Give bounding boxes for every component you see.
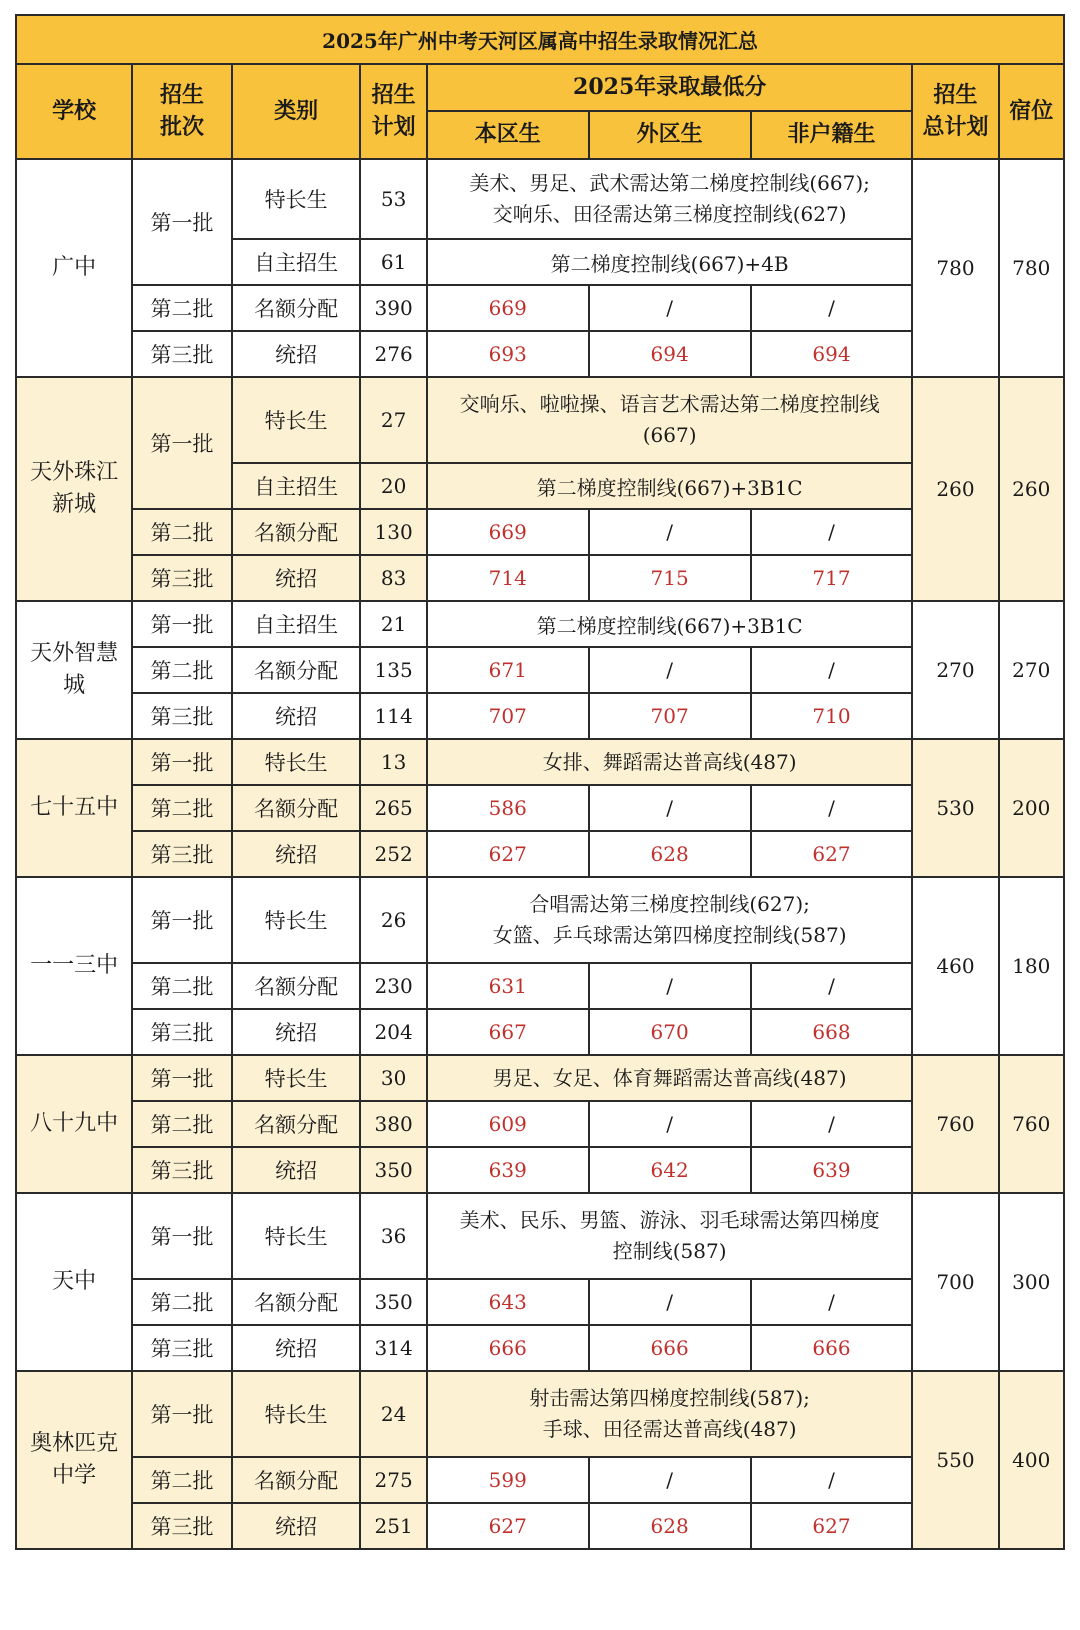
school-name-line: 广中 <box>52 255 97 281</box>
score-other-district: 666 <box>589 1325 751 1371</box>
category-cell: 统招 <box>232 1009 361 1055</box>
school-name-line: 天中 <box>52 1269 97 1295</box>
plan-cell: 13 <box>360 739 426 785</box>
score-other-district: 707 <box>589 693 751 739</box>
score-non-hukou: 668 <box>751 1009 913 1055</box>
header-min-score: 2025年录取最低分 <box>427 64 913 111</box>
category-cell: 统招 <box>232 1325 361 1371</box>
plan-cell: 36 <box>360 1193 426 1279</box>
header-dorm: 宿位 <box>999 64 1064 159</box>
plan-cell: 276 <box>360 331 426 377</box>
category-cell: 名额分配 <box>232 285 361 331</box>
batch-cell: 第三批 <box>132 1009 232 1055</box>
table-row <box>16 1371 1064 1457</box>
table-row <box>16 331 1064 377</box>
plan-cell: 20 <box>360 463 426 509</box>
score-non-hukou: / <box>751 1457 913 1503</box>
score-local: 639 <box>427 1147 589 1193</box>
score-local: 669 <box>427 509 589 555</box>
category-cell: 特长生 <box>232 1371 361 1457</box>
school-name-line: 八十九中 <box>30 1111 119 1137</box>
score-other-district: 628 <box>589 1503 751 1549</box>
batch-cell: 第二批 <box>132 1101 232 1147</box>
table-row <box>16 739 1064 785</box>
requirement-cell-line: 手球、田径需达普高线(487) <box>542 1417 797 1441</box>
header-category: 类别 <box>232 64 361 159</box>
table-row <box>16 647 1064 693</box>
batch-cell: 第一批 <box>132 739 232 785</box>
table-row <box>16 159 1064 239</box>
batch-cell: 第三批 <box>132 1503 232 1549</box>
requirement-cell-line: 美术、民乐、男篮、游泳、羽毛球需达第四梯度 <box>459 1208 880 1232</box>
table-row <box>16 1279 1064 1325</box>
category-cell: 统招 <box>232 1503 361 1549</box>
category-cell: 自主招生 <box>232 239 361 285</box>
batch-cell: 第三批 <box>132 831 232 877</box>
category-cell: 统招 <box>232 555 361 601</box>
total-plan-cell: 530 <box>912 739 998 877</box>
batch-cell: 第二批 <box>132 1457 232 1503</box>
score-non-hukou: / <box>751 1279 913 1325</box>
batch-cell: 第二批 <box>132 963 232 1009</box>
plan-cell: 114 <box>360 693 426 739</box>
score-non-hukou: / <box>751 785 913 831</box>
batch-cell: 第二批 <box>132 1279 232 1325</box>
school-name <box>16 377 132 601</box>
total-plan-cell: 760 <box>912 1055 998 1193</box>
category-cell: 自主招生 <box>232 601 361 647</box>
plan-cell: 53 <box>360 159 426 239</box>
batch-cell: 第二批 <box>132 647 232 693</box>
score-local: 667 <box>427 1009 589 1055</box>
table-row <box>16 1193 1064 1279</box>
school-name-line: 天外珠江 <box>30 460 119 486</box>
plan-cell: 204 <box>360 1009 426 1055</box>
score-non-hukou: 666 <box>751 1325 913 1371</box>
score-non-hukou: / <box>751 285 913 331</box>
plan-cell: 130 <box>360 509 426 555</box>
requirement-cell: 第二梯度控制线(667)+4B <box>427 239 913 285</box>
score-other-district: / <box>589 1279 751 1325</box>
category-cell: 特长生 <box>232 159 361 239</box>
total-plan-cell: 780 <box>912 159 998 377</box>
score-local: 627 <box>427 831 589 877</box>
requirement-cell-line: 合唱需达第三梯度控制线(627); <box>529 892 810 916</box>
score-other-district: / <box>589 285 751 331</box>
plan-cell: 265 <box>360 785 426 831</box>
table-row <box>16 785 1064 831</box>
requirement-cell <box>427 739 913 785</box>
requirement-cell-line: 女篮、乒乓球需达第四梯度控制线(587) <box>492 923 847 947</box>
category-cell: 名额分配 <box>232 1101 361 1147</box>
plan-cell: 251 <box>360 1503 426 1549</box>
score-other-district: / <box>589 1101 751 1147</box>
score-other-district: / <box>589 963 751 1009</box>
plan-cell: 21 <box>360 601 426 647</box>
table-row <box>16 1055 1064 1101</box>
plan-cell: 27 <box>360 377 426 463</box>
total-plan-cell: 260 <box>912 377 998 601</box>
score-non-hukou: 627 <box>751 1503 913 1549</box>
score-local: 631 <box>427 963 589 1009</box>
score-local: 707 <box>427 693 589 739</box>
category-cell: 特长生 <box>232 877 361 963</box>
score-non-hukou: / <box>751 1101 913 1147</box>
table-row <box>16 831 1064 877</box>
requirement-cell-line: 女排、舞蹈需达普高线(487) <box>542 749 797 774</box>
score-local: 586 <box>427 785 589 831</box>
score-non-hukou: 627 <box>751 831 913 877</box>
score-other-district: 670 <box>589 1009 751 1055</box>
score-other-district: 642 <box>589 1147 751 1193</box>
score-non-hukou: / <box>751 509 913 555</box>
total-plan-cell: 550 <box>912 1371 998 1549</box>
requirement-cell: 第二梯度控制线(667)+3B1C <box>427 463 913 509</box>
score-local: 627 <box>427 1503 589 1549</box>
batch-cell: 第一批 <box>132 159 232 285</box>
table-row <box>16 601 1064 647</box>
table-row <box>16 1147 1064 1193</box>
batch-cell: 第一批 <box>132 877 232 963</box>
batch-cell: 第一批 <box>132 1193 232 1279</box>
school-name-line: 一一三中 <box>30 953 119 979</box>
score-local: 643 <box>427 1279 589 1325</box>
category-cell: 自主招生 <box>232 463 361 509</box>
school-name <box>16 877 132 1055</box>
dorm-cell: 180 <box>999 877 1064 1055</box>
category-cell: 统招 <box>232 693 361 739</box>
score-non-hukou: / <box>751 647 913 693</box>
plan-cell: 390 <box>360 285 426 331</box>
category-cell: 名额分配 <box>232 963 361 1009</box>
batch-cell: 第三批 <box>132 1147 232 1193</box>
table-row <box>16 877 1064 963</box>
header-school: 学校 <box>16 64 132 159</box>
plan-cell: 230 <box>360 963 426 1009</box>
category-cell: 名额分配 <box>232 1457 361 1503</box>
requirement-cell <box>427 1193 913 1279</box>
category-cell: 特长生 <box>232 1055 361 1101</box>
category-cell: 特长生 <box>232 377 361 463</box>
batch-cell: 第二批 <box>132 785 232 831</box>
table-title: 2025年广州中考天河区属高中招生录取情况汇总 <box>16 15 1064 64</box>
total-plan-cell: 270 <box>912 601 998 739</box>
plan-cell: 252 <box>360 831 426 877</box>
dorm-cell: 260 <box>999 377 1064 601</box>
school-name <box>16 601 132 739</box>
dorm-cell: 200 <box>999 739 1064 877</box>
score-non-hukou: 694 <box>751 331 913 377</box>
batch-cell: 第一批 <box>132 1055 232 1101</box>
school-name <box>16 1193 132 1371</box>
requirement-cell-line: 美术、男足、武术需达第二梯度控制线(667); <box>469 171 870 195</box>
table-row <box>16 1503 1064 1549</box>
table-row <box>16 1325 1064 1371</box>
total-plan-cell: 460 <box>912 877 998 1055</box>
header-batch: 招生 批次 <box>132 64 232 159</box>
requirement-cell <box>427 1055 913 1101</box>
batch-cell: 第三批 <box>132 693 232 739</box>
batch-cell: 第三批 <box>132 555 232 601</box>
score-non-hukou: 639 <box>751 1147 913 1193</box>
dorm-cell: 780 <box>999 159 1064 377</box>
plan-cell: 275 <box>360 1457 426 1503</box>
plan-cell: 314 <box>360 1325 426 1371</box>
requirement-cell-line: 交响乐、啦啦操、语言艺术需达第二梯度控制线 <box>459 392 880 416</box>
score-other-district: / <box>589 647 751 693</box>
school-name <box>16 739 132 877</box>
requirement-cell: 第二梯度控制线(667)+3B1C <box>427 601 913 647</box>
requirement-cell-line: 交响乐、田径需达第三梯度控制线(627) <box>492 202 847 226</box>
score-local: 599 <box>427 1457 589 1503</box>
batch-cell: 第三批 <box>132 1325 232 1371</box>
requirement-cell <box>427 159 913 239</box>
plan-cell: 350 <box>360 1279 426 1325</box>
score-local: 609 <box>427 1101 589 1147</box>
requirement-cell <box>427 377 913 463</box>
score-non-hukou: / <box>751 963 913 1009</box>
header-local-students: 本区生 <box>427 111 589 159</box>
plan-cell: 350 <box>360 1147 426 1193</box>
category-cell: 名额分配 <box>232 647 361 693</box>
score-local: 693 <box>427 331 589 377</box>
requirement-cell-line: 控制线(587) <box>612 1239 727 1263</box>
school-name-line: 七十五中 <box>30 795 119 821</box>
school-name-line: 新城 <box>52 492 97 517</box>
table-row <box>16 693 1064 739</box>
plan-cell: 380 <box>360 1101 426 1147</box>
score-other-district: / <box>589 1457 751 1503</box>
score-local: 671 <box>427 647 589 693</box>
batch-cell: 第一批 <box>132 1371 232 1457</box>
total-plan-cell: 700 <box>912 1193 998 1371</box>
table-row <box>16 1457 1064 1503</box>
category-cell: 名额分配 <box>232 1279 361 1325</box>
plan-cell: 30 <box>360 1055 426 1101</box>
batch-cell: 第二批 <box>132 285 232 331</box>
plan-cell: 61 <box>360 239 426 285</box>
batch-cell: 第二批 <box>132 509 232 555</box>
category-cell: 名额分配 <box>232 509 361 555</box>
school-name-line: 城 <box>63 673 86 698</box>
batch-cell: 第三批 <box>132 331 232 377</box>
score-non-hukou: 717 <box>751 555 913 601</box>
dorm-cell: 270 <box>999 601 1064 739</box>
category-cell: 特长生 <box>232 739 361 785</box>
school-name <box>16 1055 132 1193</box>
score-non-hukou: 710 <box>751 693 913 739</box>
school-name-line: 中学 <box>52 1463 97 1488</box>
requirement-cell-line: 男足、女足、体育舞蹈需达普高线(487) <box>492 1065 847 1090</box>
batch-cell: 第一批 <box>132 377 232 509</box>
school-name <box>16 159 132 377</box>
table-row <box>16 377 1064 463</box>
header-total-plan: 招生 总计划 <box>912 64 998 159</box>
category-cell: 名额分配 <box>232 785 361 831</box>
score-other-district: / <box>589 509 751 555</box>
score-local: 714 <box>427 555 589 601</box>
score-other-district: / <box>589 785 751 831</box>
score-other-district: 628 <box>589 831 751 877</box>
category-cell: 统招 <box>232 331 361 377</box>
table-row <box>16 509 1064 555</box>
category-cell: 特长生 <box>232 1193 361 1279</box>
header-plan: 招生 计划 <box>360 64 426 159</box>
category-cell: 统招 <box>232 831 361 877</box>
table-row <box>16 555 1064 601</box>
admission-table <box>15 14 1065 1550</box>
dorm-cell: 760 <box>999 1055 1064 1193</box>
requirement-cell-line: 射击需达第四梯度控制线(587); <box>529 1386 810 1410</box>
table-row <box>16 285 1064 331</box>
plan-cell: 135 <box>360 647 426 693</box>
table-row <box>16 1009 1064 1055</box>
table-row <box>16 963 1064 1009</box>
table-body <box>16 159 1064 1549</box>
plan-cell: 24 <box>360 1371 426 1457</box>
score-other-district: 694 <box>589 331 751 377</box>
score-local: 669 <box>427 285 589 331</box>
batch-cell: 第一批 <box>132 601 232 647</box>
category-cell: 统招 <box>232 1147 361 1193</box>
school-name-line: 奥林匹克 <box>30 1431 119 1457</box>
score-local: 666 <box>427 1325 589 1371</box>
score-other-district: 715 <box>589 555 751 601</box>
school-name <box>16 1371 132 1549</box>
header-other-district-students: 外区生 <box>589 111 751 159</box>
school-name-line: 天外智慧 <box>30 641 119 667</box>
dorm-cell: 400 <box>999 1371 1064 1549</box>
table-row <box>16 1101 1064 1147</box>
header-non-hukou-students: 非户籍生 <box>751 111 913 159</box>
requirement-cell <box>427 877 913 963</box>
admission-summary-sheet <box>15 14 1065 1550</box>
requirement-cell-line: (667) <box>642 423 697 447</box>
plan-cell: 26 <box>360 877 426 963</box>
plan-cell: 83 <box>360 555 426 601</box>
dorm-cell: 300 <box>999 1193 1064 1371</box>
requirement-cell <box>427 1371 913 1457</box>
